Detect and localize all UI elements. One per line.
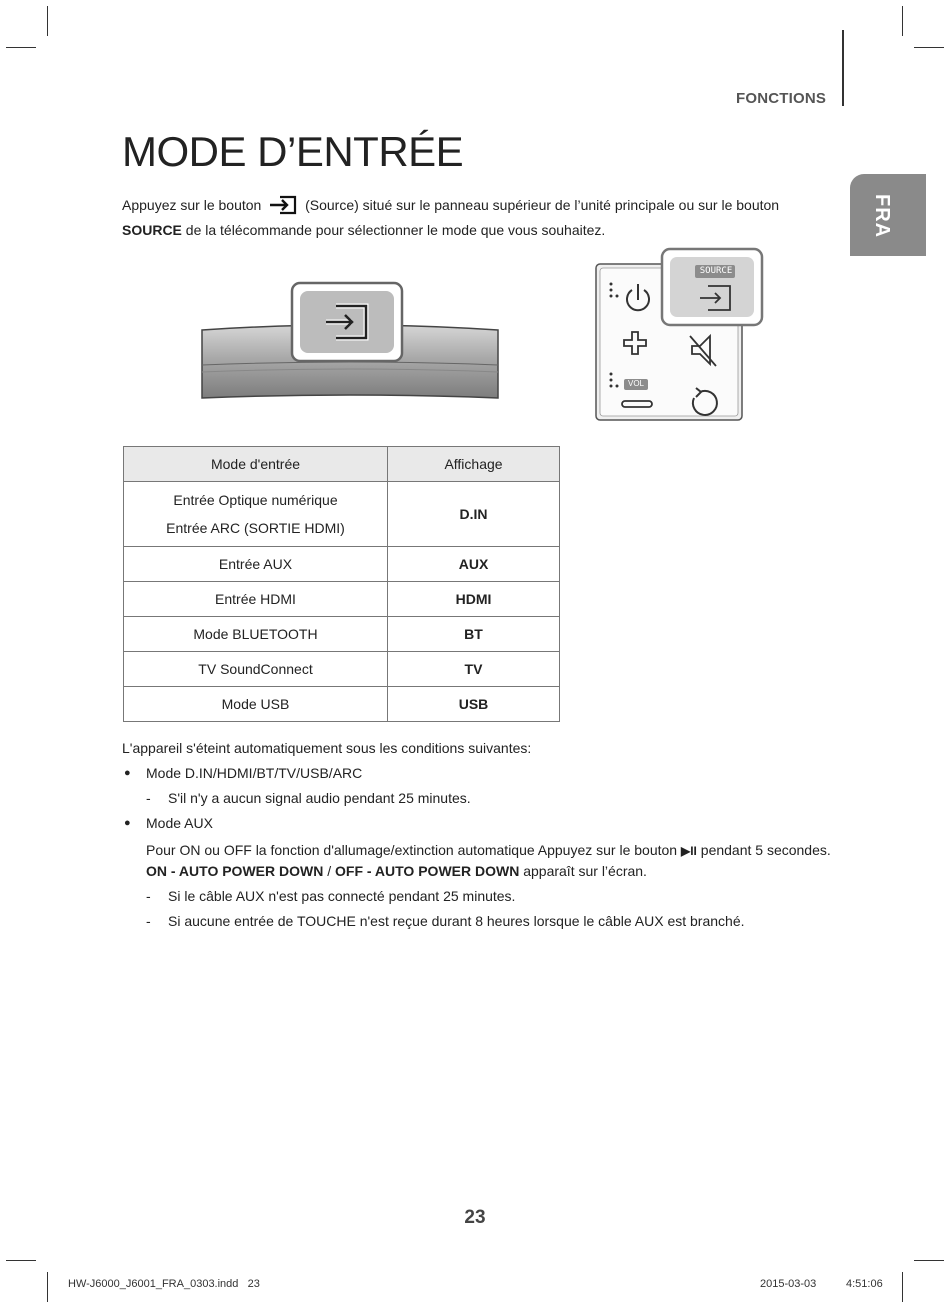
auto-power-notes (122, 738, 842, 931)
column-header: Affichage (388, 447, 560, 482)
intro-text-3: de la télécommande pour sélectionner le mode que vous souhaitez. (185, 222, 606, 238)
table-cell-mode (124, 482, 388, 547)
remote-source-label: SOURCE (699, 266, 733, 276)
footer-date: 2015-03-03 (760, 1278, 817, 1290)
input-mode-table (123, 446, 560, 722)
on-auto-power-down: ON - AUTO POWER DOWN (146, 863, 324, 879)
table-header-row (124, 447, 560, 482)
bullet-text: Mode D.IN/HDMI/BT/TV/USB/ARC (146, 765, 363, 781)
list-item (122, 813, 842, 833)
table-cell-display: HDMI (388, 582, 560, 617)
table-cell-display: USB (388, 687, 560, 722)
table-row (124, 482, 560, 547)
mode-line: Entrée ARC (SORTIE HDMI) (166, 520, 345, 536)
table-row (124, 582, 560, 617)
slash: / (327, 863, 332, 879)
list-item (122, 788, 842, 808)
page-number: 23 (464, 1207, 486, 1228)
aux-paragraph (122, 840, 842, 881)
table-row (124, 687, 560, 722)
source-keyword: SOURCE (122, 222, 182, 238)
table-row (124, 652, 560, 687)
bullet-text: Mode AUX (146, 815, 213, 831)
table-cell-mode: Entrée HDMI (124, 582, 388, 617)
aux-text-1: Pour ON ou OFF la fonction d'allumage/extinction automatique Appuyez sur le bouton (146, 842, 678, 858)
source-icon (268, 195, 298, 220)
crop-mark (6, 47, 36, 48)
footer-time: 4:51:06 (846, 1278, 883, 1290)
dash-marker: - (146, 790, 151, 806)
aux-text-2: pendant 5 secondes. (700, 842, 831, 858)
mode-line: Entrée Optique numérique (173, 492, 338, 508)
bullet-icon: ● (124, 767, 131, 779)
table-cell-mode: Mode USB (124, 687, 388, 722)
footer-filename: HW-J6000_J6001_FRA_0303.indd 23 (68, 1278, 260, 1290)
table-cell-mode: Entrée AUX (124, 547, 388, 582)
table-cell-display: BT (388, 617, 560, 652)
table-cell-mode: TV SoundConnect (124, 652, 388, 687)
main-unit-illustration (200, 280, 500, 405)
dash-marker: - (146, 888, 151, 904)
intro-paragraph (122, 195, 832, 240)
section-label: FONCTIONS (736, 90, 827, 107)
table-cell-display: AUX (388, 547, 560, 582)
crop-mark (6, 1260, 36, 1261)
crop-mark (47, 1272, 48, 1302)
language-tab-label: FRA (871, 194, 893, 239)
sub-text: Si le câble AUX n'est pas connecté pendant 25 minutes. (168, 888, 516, 904)
remote-illustration (594, 246, 766, 422)
table-cell-display: TV (388, 652, 560, 687)
column-header: Mode d'entrée (124, 447, 388, 482)
table-cell-mode: Mode BLUETOOTH (124, 617, 388, 652)
list-item (122, 911, 842, 931)
table-cell-display: D.IN (388, 482, 560, 547)
table-row (124, 617, 560, 652)
language-tab (850, 174, 926, 256)
list-item (122, 763, 842, 783)
remote-vol-label: VOL (627, 379, 644, 388)
play-pause-icon: ▶II (680, 844, 697, 858)
appears-text: apparaît sur l’écran. (523, 863, 647, 879)
sub-text: Si aucune entrée de TOUCHE n'est reçue durant 8 heures lorsque le câble AUX est branché. (168, 913, 745, 929)
crop-mark (914, 47, 944, 48)
notes-intro: L'appareil s'éteint automatiquement sous les conditions suivantes: (122, 740, 532, 756)
crop-mark (902, 6, 903, 36)
intro-text-2: (Source) situé sur le panneau supérieur de l’unité principale ou sur le bouton (305, 197, 780, 213)
list-item (122, 886, 842, 906)
crop-mark (47, 6, 48, 36)
crop-mark (914, 1260, 944, 1261)
sub-text: S'il n'y a aucun signal audio pendant 25 minutes. (168, 790, 471, 806)
intro-text-1: Appuyez sur le bouton (122, 197, 262, 213)
crop-mark (902, 1272, 903, 1302)
bullet-icon: ● (124, 817, 131, 829)
dash-marker: - (146, 913, 151, 929)
off-auto-power-down: OFF - AUTO POWER DOWN (335, 863, 520, 879)
table-row (124, 547, 560, 582)
page-title: MODE D’ENTRÉE (122, 128, 464, 175)
section-divider (842, 30, 844, 106)
